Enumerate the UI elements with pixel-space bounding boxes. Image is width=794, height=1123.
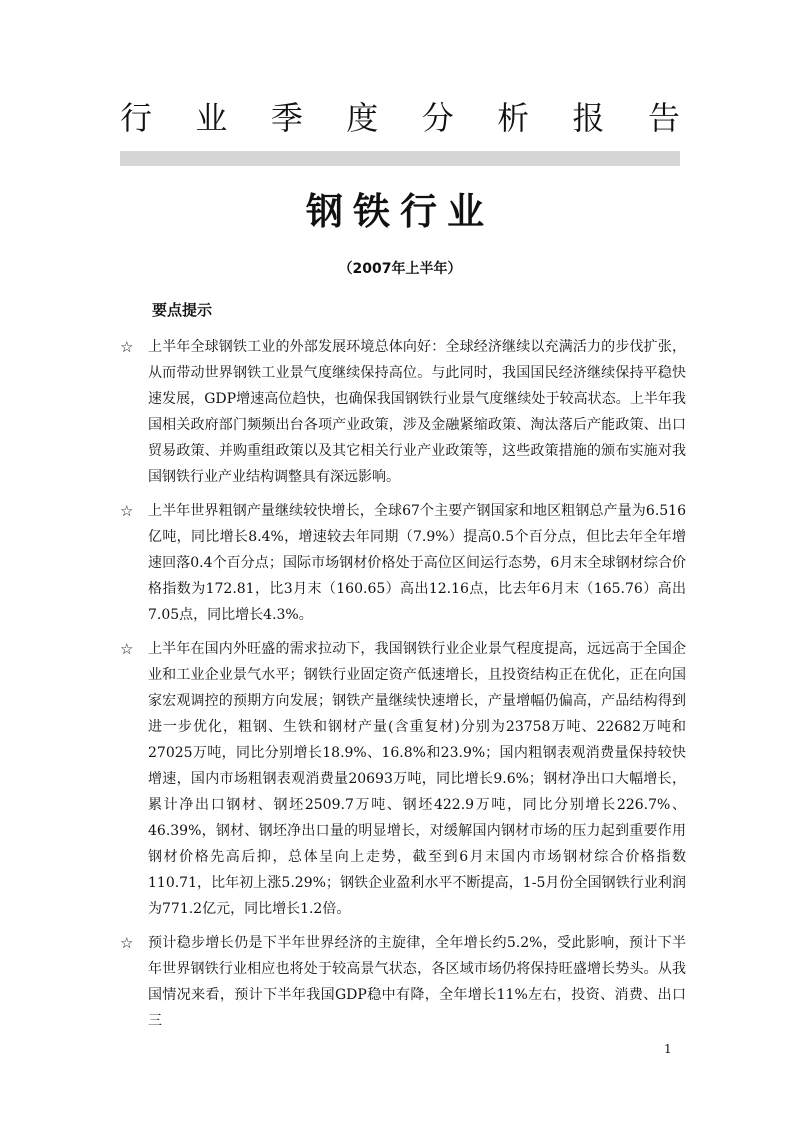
report-title-char: 报 [572, 99, 605, 137]
title-divider-bar [120, 151, 680, 166]
list-item-text: 上半年世界粗钢产量继续较快增长，全球67个主要产钢国家和地区粗钢总产量为6.516亿吨，同比增长8.4%，增速较去年同期（7.9%）提高0.5个百分点，但比去年全年增速回落0.4个百分点；国际市场钢材价格处于高位区间运行态势，6月末全球钢材综合价格指数为172.81，比3月末（160.65）高出12.16点，比去年6月末（165.76）高出7.05点，同比增长4.3%。 [148, 503, 686, 623]
report-title-char: 度 [346, 99, 379, 137]
report-title-char: 分 [421, 99, 454, 137]
subtitle: （2007年上半年） [338, 261, 462, 277]
list-item-text: 上半年全球钢铁工业的外部发展环境总体向好：全球经济继续以充满活力的步伐扩张，从而带动世界钢铁工业景气度继续保持高位。与此同时，我国国民经济继续保持平稳快速发展，GDP增速高位趋快，也确保我国钢铁行业景气度继续处于较高状态。上半年我国相关政府部门频频出台各项产业政策，涉及金融紧缩政策、淘汰落后产能政策、出口贸易政策、并购重组政策以及其它相关行业产业政策等，这些政策措施的颁布实施对我国钢铁行业产业结构调整具有深远影响。 [148, 339, 686, 485]
list-item-text: 预计稳步增长仍是下半年世界经济的主旋律，全年增长约5.2%，受此影响，预计下半年世界钢铁行业相应也将处于较高景气状态，各区域市场仍将保持旺盛增长势头。从我国情况来看，预计下半年我国GDP稳中有降，全年增长11%左右，投资、消费、出口三 [148, 935, 686, 1029]
key-points-list [120, 334, 686, 1042]
section-heading: 要点提示 [152, 301, 213, 319]
report-title-char: 析 [497, 99, 530, 137]
list-item [120, 636, 686, 922]
list-item-text: 上半年在国内外旺盛的需求拉动下，我国钢铁行业企业景气程度提高，远远高于全国企业和工业企业景气水平；钢铁行业固定资产低速增长，且投资结构正在优化，正在向国家宏观调控的预期方向发展；钢铁产量继续快速增长，产量增幅仍偏高，产品结构得到进一步优化，粗钢、生铁和钢材产量(含重复材)分别为23758万吨、22682万吨和27025万吨，同比分别增长18.9%、16.8%和23.9%；国内粗钢表观消费量保持较快增速，国内市场粗钢表观消费量20693万吨，同比增长9.6%；钢材净出口大幅增长，累计净出口钢材、钢坯2509.7万吨、钢坯422.9万吨，同比分别增长226.7%、46.39%，钢材、钢坯净出口量的明显增长，对缓解国内钢材市场的压力起到重要作用 钢材价格先高后抑，总体呈向上走势，截至到6月末国内市场钢材综合价格指数110.71，比年初上涨5.29%；钢铁企业盈利水平不断提高，1-5月份全国钢铁行业利润为771.2亿元，同比增长1.2倍。 [148, 641, 686, 917]
star-outline-icon: ☆ [120, 502, 134, 520]
star-outline-icon: ☆ [120, 338, 134, 356]
list-item [120, 334, 686, 490]
report-title [120, 96, 680, 140]
list-item [120, 498, 686, 628]
star-outline-icon: ☆ [120, 934, 134, 952]
report-title-char: 业 [195, 99, 228, 137]
report-title-char: 行 [120, 99, 153, 137]
main-title: 钢铁行业 [306, 190, 494, 233]
page-number: 1 [664, 1042, 672, 1056]
list-item [120, 930, 686, 1034]
report-title-char: 告 [647, 99, 680, 137]
report-title-char: 季 [270, 99, 303, 137]
star-outline-icon: ☆ [120, 640, 134, 658]
